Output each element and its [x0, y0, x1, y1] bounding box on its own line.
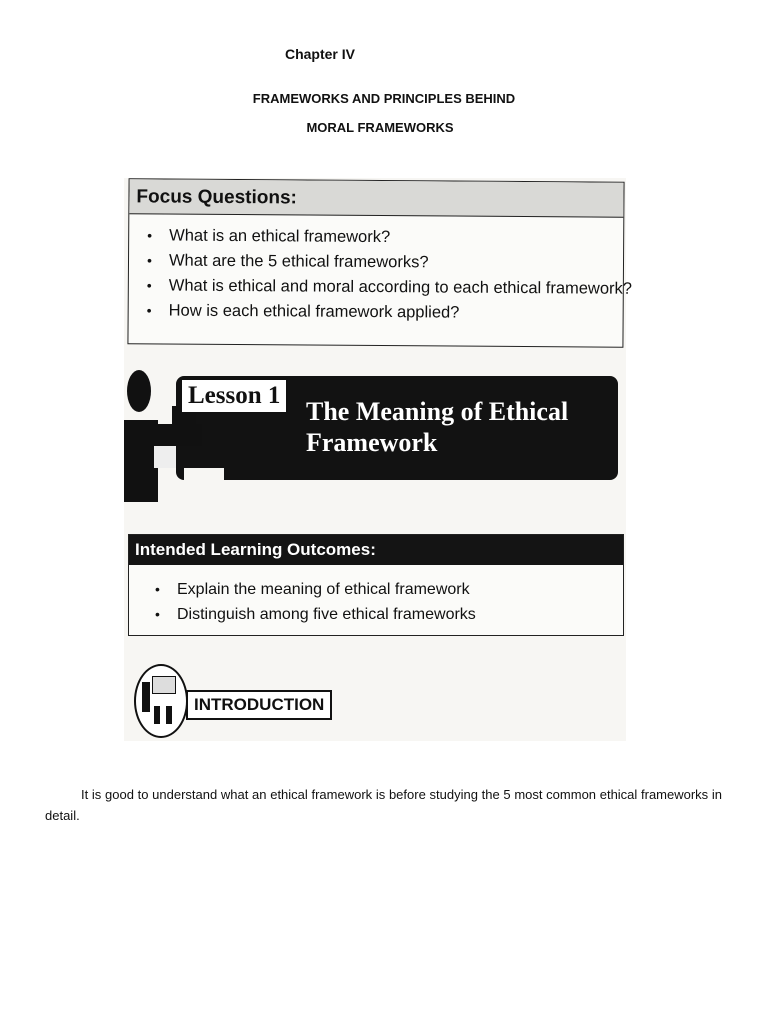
- focus-questions-title: Focus Questions:: [136, 186, 297, 209]
- section-heading-line-1: FRAMEWORKS AND PRINCIPLES BEHIND: [252, 91, 516, 106]
- banner-checker-mark: [154, 446, 176, 468]
- learning-outcomes-box: [128, 534, 624, 636]
- teacher-icon: [142, 682, 150, 712]
- lesson-banner: [124, 368, 626, 508]
- teacher-figure-arm: [152, 424, 202, 446]
- learning-outcomes-header: [129, 535, 623, 565]
- list-item: • Distinguish among five ethical frameworks: [155, 606, 476, 623]
- learning-outcomes-title: Intended Learning Outcomes:: [135, 540, 376, 559]
- chalkboard-icon: [152, 676, 176, 694]
- section-heading-line-2: MORAL FRAMEWORKS: [306, 120, 454, 135]
- focus-questions-box: [127, 178, 633, 347]
- list-item: • Explain the meaning of ethical framework: [155, 581, 470, 598]
- body-paragraph: It is good to understand what an ethical framework is before studying the 5 most common ethical frameworks in detail.: [45, 787, 722, 823]
- learning-outcomes-list: [155, 577, 476, 627]
- list-item: • What is ethical and moral according to each ethical framework?: [146, 276, 633, 298]
- lesson-number-label: Lesson 1: [180, 378, 288, 414]
- list-item: • How is each ethical framework applied?: [146, 301, 460, 322]
- student-icon: [154, 706, 160, 724]
- teacher-figure-icon: [127, 370, 151, 412]
- focus-questions-list: [147, 223, 633, 326]
- list-item: • What are the 5 ethical frameworks?: [146, 251, 429, 272]
- chapter-title: Chapter IV: [284, 46, 355, 62]
- banner-stand: [184, 468, 224, 480]
- introduction-label: INTRODUCTION: [186, 690, 332, 720]
- scanned-textbook-page: [124, 178, 633, 741]
- student-icon: [166, 706, 172, 724]
- list-item: • What is an ethical framework?: [147, 226, 391, 247]
- focus-questions-header: [129, 179, 623, 217]
- lesson-title: The Meaning of Ethical Framework: [306, 397, 569, 457]
